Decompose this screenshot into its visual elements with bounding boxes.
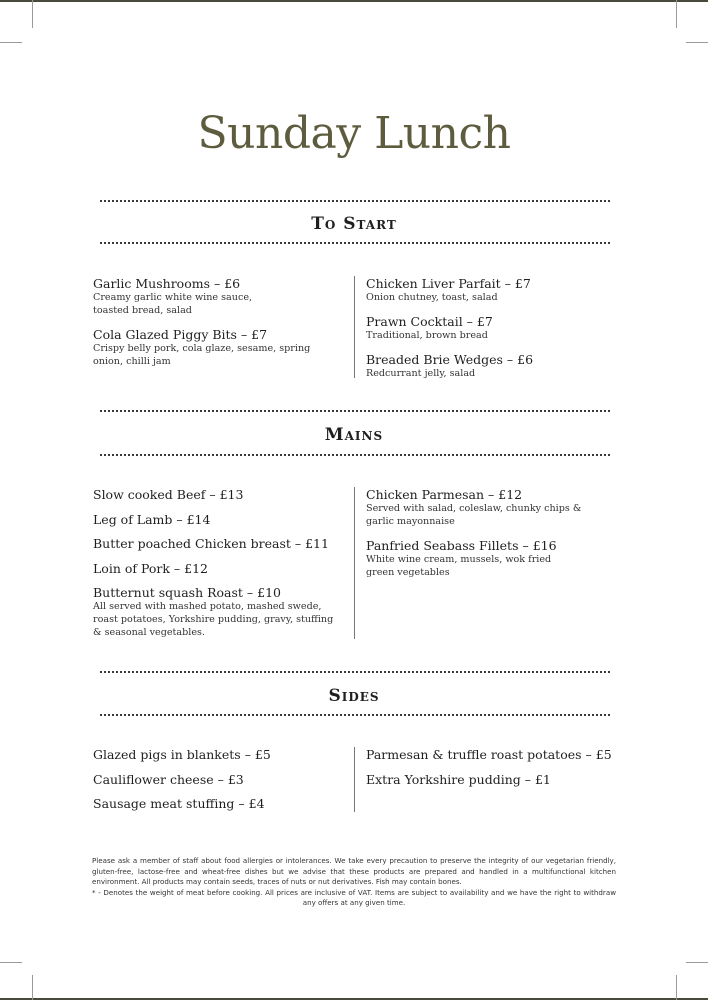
menu-item: [93, 561, 353, 576]
column-divider: [354, 276, 355, 378]
crop-mark-top-right-v: [676, 0, 677, 28]
menu-item: [93, 536, 353, 551]
item-description: Served with salad, coleslaw, chunky chips & garlic mayonnaise: [366, 503, 582, 527]
mains-right-column: [366, 487, 626, 589]
crop-mark-bottom-right-v: [676, 975, 677, 1000]
item-name: Sausage meat stuffing – £4: [93, 796, 265, 811]
item-name: Loin of Pork – £12: [93, 560, 209, 576]
crop-mark-top-left: [0, 42, 22, 43]
item-description: Onion chutney, toast, salad: [366, 292, 498, 303]
item-name: Leg of Lamb – £14: [93, 511, 211, 527]
divider-dotted: [100, 714, 610, 716]
menu-item: [93, 512, 353, 527]
crop-mark-bottom-left-v: [32, 975, 33, 1000]
item-description: All served with mashed potato, mashed swede, roast potatoes, Yorkshire pudding, gravy, stuffing & seasonal vegetables.: [93, 601, 334, 638]
item-description: White wine cream, mussels, wok fried green vegetables: [366, 554, 552, 578]
item-name: Butternut squash Roast – £10: [93, 585, 281, 600]
crop-mark-top-left-v: [32, 0, 33, 28]
item-description: Traditional, brown bread: [366, 330, 488, 341]
menu-item: [93, 276, 353, 317]
divider-dotted: [100, 454, 610, 456]
item-name: Slow cooked Beef – £13: [93, 487, 244, 502]
section-heading-to-start: To Start: [311, 214, 397, 234]
menu-item: [93, 747, 353, 762]
crop-mark-bottom-right: [686, 962, 708, 963]
to-start-right-column: [366, 276, 626, 390]
item-name: Garlic Mushrooms – £6: [93, 276, 241, 291]
sides-right-column: [366, 747, 626, 796]
column-divider: [354, 747, 355, 812]
divider-dotted: [100, 200, 610, 202]
menu-item: [366, 747, 626, 762]
allergy-text: Please ask a member of staff about food allergies or intolerances. We take every precaution to preserve the integrity of our vegetarian friendly, gluten-free, lactose-free and wheat-free dishes but we advise that these products are prepared and handled in a multifunctional kitchen environment. All products may contain seeds, traces of nuts or nut derivatives. Fish may contain bones.: [92, 856, 616, 886]
divider-dotted: [100, 410, 610, 412]
menu-item: [366, 314, 626, 342]
item-name: Panfried Seabass Fillets – £16: [366, 538, 557, 553]
item-name: Glazed pigs in blankets – £5: [93, 747, 271, 762]
menu-item: [93, 772, 353, 787]
item-name: Breaded Brie Wedges – £6: [366, 352, 534, 367]
crop-mark-top-right: [686, 42, 708, 43]
crop-mark-bottom-left: [0, 962, 22, 963]
menu-item: [366, 352, 626, 380]
menu-item: [366, 538, 626, 579]
item-description: Redcurrant jelly, salad: [366, 368, 476, 379]
pricing-note: * - Denotes the weight of meat before cooking. All prices are inclusive of VAT. Items are subject to availability and we have the right to withdraw any offers at any given time.: [92, 887, 616, 907]
menu-title: Sunday Lunch: [197, 108, 511, 159]
to-start-left-column: [93, 276, 353, 378]
section-heading-sides: Sides: [328, 686, 380, 706]
divider-dotted: [100, 242, 610, 244]
item-description: Creamy garlic white wine sauce, toasted bread, salad: [93, 292, 253, 316]
menu-item: [93, 327, 353, 368]
item-name: Extra Yorkshire pudding – £1: [366, 771, 551, 787]
allergy-notice: [92, 856, 616, 909]
menu-item: [366, 487, 626, 528]
menu-item: [93, 487, 353, 502]
section-heading-mains: Mains: [324, 425, 384, 445]
item-name: Prawn Cocktail – £7: [366, 314, 493, 329]
column-divider: [354, 487, 355, 639]
menu-item: [366, 276, 626, 304]
item-name: Chicken Parmesan – £12: [366, 487, 523, 502]
item-name: Butter poached Chicken breast – £11: [93, 536, 329, 551]
item-name: Cola Glazed Piggy Bits – £7: [93, 327, 268, 342]
divider-dotted: [100, 671, 610, 673]
mains-left-column: [93, 487, 353, 649]
item-description: Crispy belly pork, cola glaze, sesame, spring onion, chilli jam: [93, 343, 311, 367]
top-border: [0, 0, 708, 2]
sides-left-column: [93, 747, 353, 821]
item-name: Parmesan & truffle roast potatoes – £5: [366, 747, 612, 762]
item-name: Chicken Liver Parfait – £7: [366, 276, 531, 291]
menu-item: [366, 772, 626, 787]
menu-item: [93, 585, 353, 639]
item-name: Cauliflower cheese – £3: [93, 771, 244, 787]
menu-item: [93, 796, 353, 811]
